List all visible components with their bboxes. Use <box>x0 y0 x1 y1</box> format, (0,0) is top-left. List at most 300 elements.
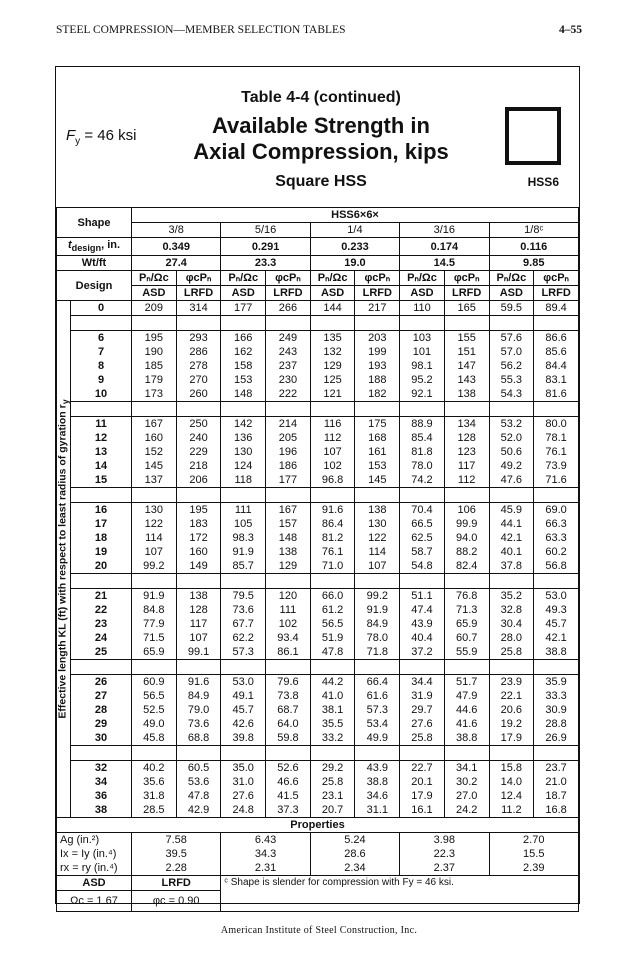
asd-label: ASD <box>310 286 355 301</box>
lrfd-label: LRFD <box>534 286 579 301</box>
strength-value: 34.6 <box>355 789 400 803</box>
strength-value: 28.5 <box>132 803 177 818</box>
effective-length-value: 30 <box>71 731 132 746</box>
group-gap <box>221 660 266 675</box>
group-gap <box>355 660 400 675</box>
property-value: 2.34 <box>310 861 399 876</box>
strength-value: 114 <box>132 531 177 545</box>
strength-value: 186 <box>266 459 311 473</box>
strength-value: 45.7 <box>221 703 266 717</box>
strength-value: 157 <box>266 517 311 531</box>
strength-value: 78.0 <box>400 459 445 473</box>
strength-value: 175 <box>355 417 400 432</box>
strength-value: 53.4 <box>355 717 400 731</box>
strength-value: 57.3 <box>355 703 400 717</box>
hss-group-label: HSS6×6× <box>132 208 579 223</box>
strength-value: 23.1 <box>310 789 355 803</box>
group-gap <box>489 574 534 589</box>
strength-value: 38.1 <box>310 703 355 717</box>
lrfd-footer-label: LRFD <box>132 876 221 891</box>
lrfd-column-header: φcPₙ <box>176 271 221 286</box>
table-subtitle: Square HSS <box>275 173 367 190</box>
effective-length-value: 16 <box>71 503 132 518</box>
effective-length-value: 28 <box>71 703 132 717</box>
tdesign-value: 0.233 <box>310 238 399 256</box>
strength-value: 24.8 <box>221 803 266 818</box>
strength-value: 43.9 <box>400 617 445 631</box>
strength-value: 25.8 <box>310 775 355 789</box>
strength-value: 99.9 <box>444 517 489 531</box>
strength-value: 83.1 <box>534 373 579 387</box>
strength-value: 145 <box>132 459 177 473</box>
strength-value: 129 <box>266 559 311 574</box>
effective-length-value: 29 <box>71 717 132 731</box>
property-value: 5.24 <box>310 833 399 848</box>
asd-label: ASD <box>400 286 445 301</box>
running-head-left: STEEL COMPRESSION—MEMBER SELECTION TABLES <box>56 24 346 36</box>
thickness-header: 5/16 <box>221 223 310 238</box>
strength-value: 71.0 <box>310 559 355 574</box>
group-gap <box>176 746 221 761</box>
strength-value: 185 <box>132 359 177 373</box>
strength-value: 68.8 <box>176 731 221 746</box>
strength-value: 60.5 <box>176 761 221 776</box>
strength-value: 99.2 <box>132 559 177 574</box>
weight-value: 19.0 <box>310 256 399 271</box>
group-gap <box>355 316 400 331</box>
property-value: 2.31 <box>221 861 310 876</box>
strength-value: 135 <box>310 331 355 346</box>
strength-value: 56.5 <box>132 689 177 703</box>
strength-value: 142 <box>221 417 266 432</box>
slender-note: ᶜ Shape is slender for compression with Fy = 46 ksi. <box>221 876 579 912</box>
lrfd-label: LRFD <box>176 286 221 301</box>
effective-length-value: 15 <box>71 473 132 488</box>
strength-value: 85.4 <box>400 431 445 445</box>
strength-value: 293 <box>176 331 221 346</box>
lrfd-column-header: φcPₙ <box>355 271 400 286</box>
property-value: 3.98 <box>400 833 489 848</box>
weight-value: 9.85 <box>489 256 578 271</box>
strength-value: 41.0 <box>310 689 355 703</box>
strength-value: 63.3 <box>534 531 579 545</box>
group-gap <box>132 660 177 675</box>
strength-value: 23.9 <box>489 675 534 690</box>
strength-value: 39.8 <box>221 731 266 746</box>
strength-value: 167 <box>132 417 177 432</box>
strength-value: 218 <box>176 459 221 473</box>
strength-value: 130 <box>355 517 400 531</box>
effective-length-value: 12 <box>71 431 132 445</box>
strength-value: 50.6 <box>489 445 534 459</box>
strength-value: 81.6 <box>534 387 579 402</box>
strength-value: 30.9 <box>534 703 579 717</box>
strength-value: 57.3 <box>221 645 266 660</box>
strength-value: 71.8 <box>355 645 400 660</box>
strength-value: 60.9 <box>132 675 177 690</box>
yield-strength-label <box>66 127 136 147</box>
axis-label-subscript: y <box>60 399 71 405</box>
table-number: Table 4-4 (continued) <box>241 89 401 106</box>
strength-value: 86.6 <box>534 331 579 346</box>
tdesign-value: 0.174 <box>400 238 489 256</box>
strength-value: 193 <box>355 359 400 373</box>
tdesign-unit: , in. <box>101 239 121 251</box>
effective-length-value: 24 <box>71 631 132 645</box>
fy-symbol: F <box>66 127 76 144</box>
group-gap <box>71 402 132 417</box>
strength-value: 88.9 <box>400 417 445 432</box>
property-value: 2.70 <box>489 833 578 848</box>
strength-value: 122 <box>132 517 177 531</box>
group-gap <box>534 402 579 417</box>
strength-value: 45.8 <box>132 731 177 746</box>
strength-value: 24.2 <box>444 803 489 818</box>
strength-value: 179 <box>132 373 177 387</box>
strength-value: 88.2 <box>444 545 489 559</box>
strength-value: 122 <box>355 531 400 545</box>
strength-value: 65.9 <box>444 617 489 631</box>
group-gap <box>266 660 311 675</box>
strength-value: 40.2 <box>132 761 177 776</box>
strength-value: 23.7 <box>534 761 579 776</box>
strength-value: 148 <box>221 387 266 402</box>
strength-value: 40.1 <box>489 545 534 559</box>
strength-value: 56.2 <box>489 359 534 373</box>
effective-length-value: 32 <box>71 761 132 776</box>
strength-value: 128 <box>176 603 221 617</box>
strength-value: 153 <box>355 459 400 473</box>
strength-value: 78.0 <box>355 631 400 645</box>
strength-value: 76.8 <box>444 589 489 604</box>
strength-value: 103 <box>400 331 445 346</box>
strength-value: 76.1 <box>310 545 355 559</box>
strength-value: 149 <box>176 559 221 574</box>
strength-value: 118 <box>221 473 266 488</box>
phi-factor: φc = 0.90 <box>132 891 221 912</box>
strength-value: 38.8 <box>444 731 489 746</box>
strength-value: 107 <box>176 631 221 645</box>
strength-value: 111 <box>266 603 311 617</box>
tdesign-value: 0.349 <box>132 238 221 256</box>
strength-value: 31.8 <box>132 789 177 803</box>
group-gap <box>534 574 579 589</box>
strength-value: 151 <box>444 345 489 359</box>
strength-value: 237 <box>266 359 311 373</box>
group-gap <box>266 746 311 761</box>
effective-length-value: 22 <box>71 603 132 617</box>
strength-value: 81.8 <box>400 445 445 459</box>
strength-value: 162 <box>221 345 266 359</box>
strength-value: 27.6 <box>221 789 266 803</box>
strength-value: 70.4 <box>400 503 445 518</box>
strength-value: 20.1 <box>400 775 445 789</box>
strength-value: 173 <box>132 387 177 402</box>
strength-value: 128 <box>444 431 489 445</box>
strength-value: 148 <box>266 531 311 545</box>
properties-title: Properties <box>57 818 579 833</box>
strength-value: 102 <box>266 617 311 631</box>
strength-value: 41.6 <box>444 717 489 731</box>
property-value: 7.58 <box>132 833 221 848</box>
strength-value: 16.8 <box>534 803 579 818</box>
title-line-1: Available Strength in <box>211 113 430 138</box>
square-hss-icon <box>505 107 561 165</box>
strength-value: 217 <box>355 301 400 316</box>
effective-length-value: 27 <box>71 689 132 703</box>
group-gap <box>400 402 445 417</box>
strength-value: 130 <box>221 445 266 459</box>
effective-length-axis-label <box>57 301 71 818</box>
lrfd-label: LRFD <box>444 286 489 301</box>
running-head <box>56 24 582 36</box>
weight-value: 14.5 <box>400 256 489 271</box>
tdesign-symbol: t <box>67 239 72 251</box>
strength-value: 56.5 <box>310 617 355 631</box>
asd-column-header: Pₙ/Ωc <box>221 271 266 286</box>
group-gap <box>221 574 266 589</box>
page-footer: American Institute of Steel Construction, Inc. <box>220 925 418 936</box>
strength-value: 278 <box>176 359 221 373</box>
effective-length-value: 19 <box>71 545 132 559</box>
effective-length-value: 20 <box>71 559 132 574</box>
shape-label: Shape <box>57 208 132 238</box>
strength-value: 177 <box>221 301 266 316</box>
strength-value: 86.4 <box>310 517 355 531</box>
strength-value: 12.4 <box>489 789 534 803</box>
strength-value: 73.8 <box>266 689 311 703</box>
group-gap <box>355 746 400 761</box>
strength-value: 123 <box>444 445 489 459</box>
strength-value: 69.0 <box>534 503 579 518</box>
strength-value: 49.2 <box>489 459 534 473</box>
strength-value: 35.6 <box>132 775 177 789</box>
group-gap <box>310 316 355 331</box>
strength-value: 260 <box>176 387 221 402</box>
group-gap <box>71 316 132 331</box>
strength-value: 111 <box>221 503 266 518</box>
strength-value: 33.3 <box>534 689 579 703</box>
group-gap <box>400 660 445 675</box>
strength-value: 66.0 <box>310 589 355 604</box>
strength-value: 182 <box>355 387 400 402</box>
strength-value: 35.5 <box>310 717 355 731</box>
strength-value: 188 <box>355 373 400 387</box>
strength-value: 51.9 <box>310 631 355 645</box>
strength-value: 44.2 <box>310 675 355 690</box>
effective-length-value: 36 <box>71 789 132 803</box>
strength-value: 93.4 <box>266 631 311 645</box>
thickness-header: 3/8 <box>132 223 221 238</box>
strength-value: 160 <box>132 431 177 445</box>
asd-column-header: Pₙ/Ωc <box>400 271 445 286</box>
strength-value: 158 <box>221 359 266 373</box>
strength-value: 73.6 <box>221 603 266 617</box>
strength-value: 203 <box>355 331 400 346</box>
group-gap <box>221 746 266 761</box>
group-gap <box>266 316 311 331</box>
group-gap <box>310 746 355 761</box>
group-gap <box>444 574 489 589</box>
group-gap <box>400 574 445 589</box>
strength-value: 51.7 <box>444 675 489 690</box>
strength-value: 172 <box>176 531 221 545</box>
strength-value: 61.6 <box>355 689 400 703</box>
strength-value: 136 <box>221 431 266 445</box>
group-gap <box>444 316 489 331</box>
lrfd-column-header: φcPₙ <box>444 271 489 286</box>
property-value: 15.5 <box>489 847 578 861</box>
weight-label: Wt/ft <box>57 256 132 271</box>
strength-value: 28.0 <box>489 631 534 645</box>
strength-value: 125 <box>310 373 355 387</box>
strength-value: 45.9 <box>489 503 534 518</box>
strength-value: 66.5 <box>400 517 445 531</box>
effective-length-value: 26 <box>71 675 132 690</box>
strength-value: 30.4 <box>489 617 534 631</box>
strength-value: 160 <box>176 545 221 559</box>
strength-value: 17.9 <box>400 789 445 803</box>
strength-value: 40.4 <box>400 631 445 645</box>
strength-value: 249 <box>266 331 311 346</box>
strength-value: 53.0 <box>534 589 579 604</box>
title-line-2: Axial Compression, kips <box>193 139 449 164</box>
tdesign-subscript: design <box>71 243 102 254</box>
group-gap <box>534 488 579 503</box>
strength-value: 60.2 <box>534 545 579 559</box>
table-header <box>56 67 579 207</box>
strength-value: 116 <box>310 417 355 432</box>
table-frame <box>55 66 580 908</box>
weight-value: 27.4 <box>132 256 221 271</box>
strength-value: 64.0 <box>266 717 311 731</box>
strength-value: 20.6 <box>489 703 534 717</box>
group-gap <box>310 488 355 503</box>
strength-value: 195 <box>132 331 177 346</box>
group-gap <box>221 402 266 417</box>
strength-value: 22.1 <box>489 689 534 703</box>
property-label: Ix = Iy (in.⁴) <box>57 847 132 861</box>
strength-value: 35.0 <box>221 761 266 776</box>
strength-value: 110 <box>400 301 445 316</box>
lrfd-column-header: φcPₙ <box>266 271 311 286</box>
strength-value: 27.0 <box>444 789 489 803</box>
strength-value: 54.3 <box>489 387 534 402</box>
strength-value: 47.4 <box>400 603 445 617</box>
group-gap <box>355 488 400 503</box>
property-label: Ag (in.²) <box>57 833 132 848</box>
group-gap <box>489 746 534 761</box>
group-gap <box>489 316 534 331</box>
strength-value: 27.6 <box>400 717 445 731</box>
property-label: rx = ry (in.⁴) <box>57 861 132 876</box>
strength-value: 209 <box>132 301 177 316</box>
strength-value: 199 <box>355 345 400 359</box>
property-value: 28.6 <box>310 847 399 861</box>
strength-value: 84.8 <box>132 603 177 617</box>
strength-value: 92.1 <box>400 387 445 402</box>
strength-value: 41.5 <box>266 789 311 803</box>
strength-value: 52.6 <box>266 761 311 776</box>
strength-value: 168 <box>355 431 400 445</box>
strength-value: 89.4 <box>534 301 579 316</box>
strength-value: 73.9 <box>534 459 579 473</box>
strength-value: 47.6 <box>489 473 534 488</box>
strength-value: 95.2 <box>400 373 445 387</box>
strength-value: 53.6 <box>176 775 221 789</box>
effective-length-value: 23 <box>71 617 132 631</box>
strength-value: 147 <box>444 359 489 373</box>
strength-value: 53.2 <box>489 417 534 432</box>
strength-value: 57.6 <box>489 331 534 346</box>
effective-length-value: 25 <box>71 645 132 660</box>
strength-value: 132 <box>310 345 355 359</box>
group-gap <box>266 574 311 589</box>
strength-value: 46.6 <box>266 775 311 789</box>
strength-value: 86.1 <box>266 645 311 660</box>
strength-value: 45.7 <box>534 617 579 631</box>
tdesign-label <box>57 238 132 256</box>
group-gap <box>176 402 221 417</box>
strength-value: 56.8 <box>534 559 579 574</box>
strength-value: 33.2 <box>310 731 355 746</box>
strength-value: 114 <box>355 545 400 559</box>
strength-value: 117 <box>444 459 489 473</box>
strength-value: 155 <box>444 331 489 346</box>
group-gap <box>132 746 177 761</box>
group-gap <box>310 402 355 417</box>
effective-length-value: 9 <box>71 373 132 387</box>
strength-value: 18.7 <box>534 789 579 803</box>
weight-value: 23.3 <box>221 256 310 271</box>
effective-length-value: 18 <box>71 531 132 545</box>
strength-value: 49.9 <box>355 731 400 746</box>
axis-label-text: Effective length KL (ft) with respect to least radius of gyration r <box>55 404 68 719</box>
strength-value: 54.8 <box>400 559 445 574</box>
effective-length-value: 34 <box>71 775 132 789</box>
effective-length-value: 8 <box>71 359 132 373</box>
strength-value: 81.2 <box>310 531 355 545</box>
group-gap <box>132 574 177 589</box>
strength-value: 61.2 <box>310 603 355 617</box>
thickness-header: 3/16 <box>400 223 489 238</box>
strength-value: 270 <box>176 373 221 387</box>
group-gap <box>355 402 400 417</box>
strength-value: 243 <box>266 345 311 359</box>
strength-value: 214 <box>266 417 311 432</box>
strength-value: 145 <box>355 473 400 488</box>
strength-value: 266 <box>266 301 311 316</box>
group-gap <box>176 488 221 503</box>
property-value: 2.37 <box>400 861 489 876</box>
omega-factor: Ωc = 1.67 <box>57 891 132 912</box>
strength-value: 19.2 <box>489 717 534 731</box>
strength-value: 49.1 <box>221 689 266 703</box>
strength-value: 101 <box>400 345 445 359</box>
strength-value: 35.9 <box>534 675 579 690</box>
strength-value: 102 <box>310 459 355 473</box>
strength-value: 37.3 <box>266 803 311 818</box>
strength-value: 22.7 <box>400 761 445 776</box>
group-gap <box>176 660 221 675</box>
group-gap <box>355 574 400 589</box>
strength-value: 30.2 <box>444 775 489 789</box>
strength-value: 76.1 <box>534 445 579 459</box>
strength-value: 196 <box>266 445 311 459</box>
strength-value: 91.9 <box>355 603 400 617</box>
group-gap <box>400 316 445 331</box>
title-block <box>156 89 486 191</box>
